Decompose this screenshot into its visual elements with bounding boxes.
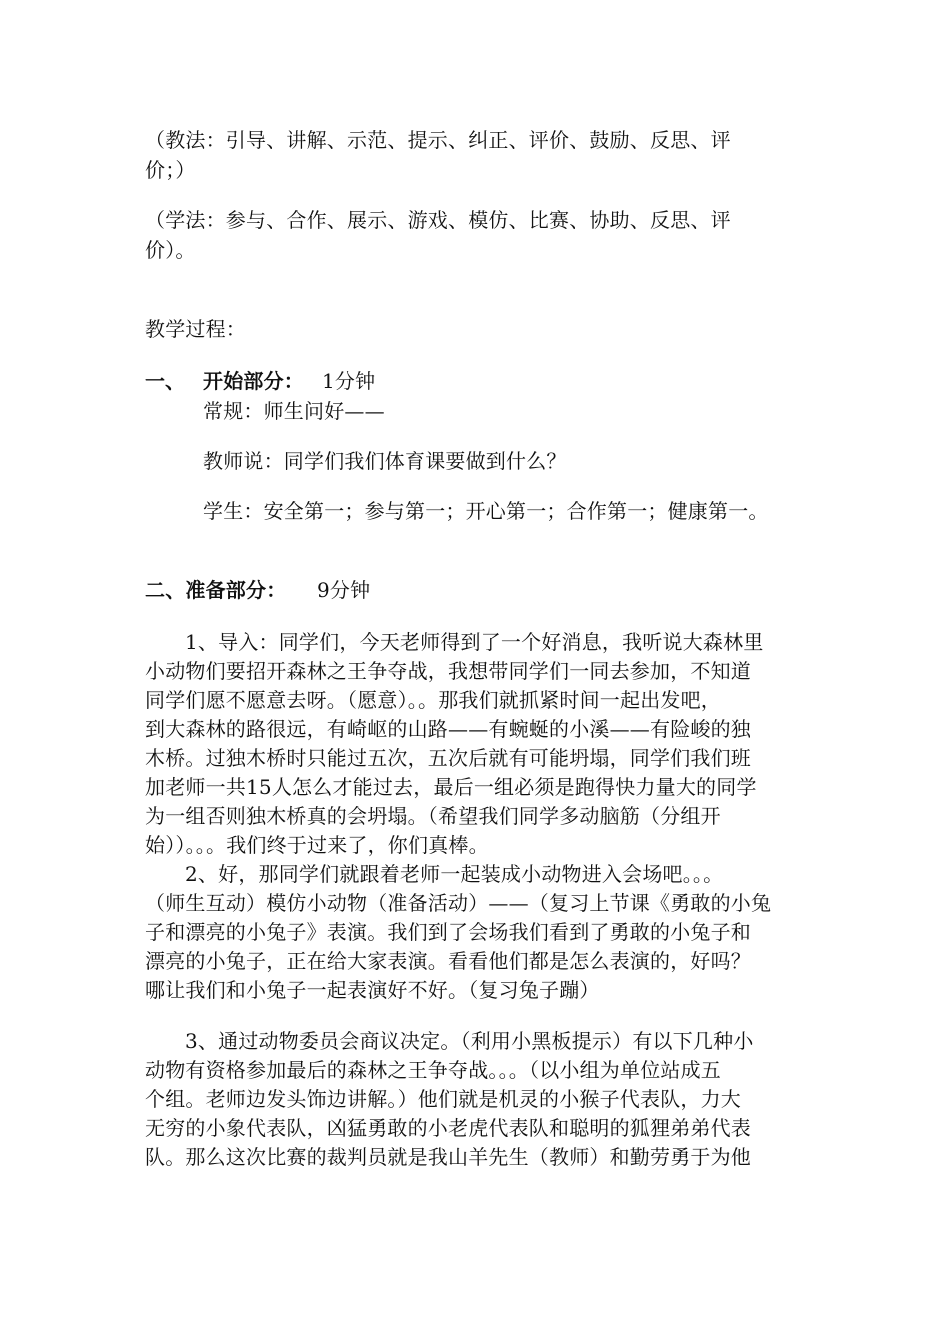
- para3-line: 动物有资格参加最后的森林之王争夺战。。。（以小组为单位站成五: [145, 1058, 721, 1082]
- para1-line: 始））。。。我们终于过来了，你们真棒。: [145, 833, 489, 857]
- para2-line: 哪让我们和小兔子一起表演好不好。（复习兔子蹦）: [145, 978, 600, 1002]
- para1-line: 同学们愿不愿意去呀。（愿意）。。那我们就抓紧时间一起出发吧，: [145, 688, 721, 712]
- para3-line: 3、通过动物委员会商议决定。（利用小黑板提示）有以下几种小: [185, 1029, 754, 1053]
- para1-line: 为一组否则独木桥真的会坍塌。（希望我们同学多动脑筋（分组开: [145, 804, 721, 828]
- teaching-methods-line-1: （教法：引导、讲解、示范、提示、纠正、评价、鼓励、反思、评: [145, 128, 731, 152]
- section1-marker: 一、: [145, 369, 185, 393]
- para1-line: 木桥。过独木桥时只能过五次，五次后就有可能坍塌，同学们我们班: [145, 746, 751, 770]
- para1-line: 1、导入：同学们，今天老师得到了一个好消息，我听说大森林里: [185, 630, 764, 654]
- para2-line: 子和漂亮的小兔子》表演。我们到了会场我们看到了勇敢的小兔子和: [145, 920, 751, 944]
- section1-duration: 1分钟: [322, 369, 376, 393]
- section1-students-line: 学生：安全第一；参与第一；开心第一；合作第一；健康第一。: [203, 499, 769, 523]
- para2-line: （师生互动）模仿小动物（准备活动）——（复习上节课《勇敢的小兔: [145, 891, 772, 915]
- process-heading: 教学过程：: [145, 317, 246, 341]
- para3-line: 个组。老师边发头饰边讲解。）他们就是机灵的小猴子代表队，力大: [145, 1087, 741, 1111]
- section1-title: 开始部分：: [203, 369, 304, 393]
- section2-title: 二、准备部分：: [145, 578, 287, 602]
- learning-methods-line-2: 价）。: [145, 238, 196, 262]
- para3-line: 队。那么这次比赛的裁判员就是我山羊先生（教师）和勤劳勇于为他: [145, 1145, 751, 1169]
- learning-methods-line-1: （学法：参与、合作、展示、游戏、模仿、比赛、协助、反思、评: [145, 208, 731, 232]
- teaching-methods-line-2: 价；）: [145, 158, 196, 182]
- para1-line: 加老师一共15人怎么才能过去，最后一组必须是跑得快力量大的同学: [145, 775, 757, 799]
- section2-duration: 9分钟: [317, 578, 371, 602]
- para1-line: 到大森林的路很远，有崎岖的山路——有蜿蜒的小溪——有险峻的独: [145, 717, 751, 741]
- para1-line: 小动物们要招开森林之王争夺战，我想带同学们一同去参加，不知道: [145, 659, 751, 683]
- section1-teacher-line: 教师说：同学们我们体育课要做到什么？: [203, 449, 567, 473]
- para2-line: 漂亮的小兔子，正在给大家表演。看看他们都是怎么表演的，好吗？: [145, 949, 751, 973]
- section1-routine: 常规：师生问好——: [203, 399, 385, 423]
- para3-line: 无穷的小象代表队，凶猛勇敢的小老虎代表队和聪明的狐狸弟弟代表: [145, 1116, 751, 1140]
- para2-line: 2、好，那同学们就跟着老师一起装成小动物进入会场吧。。。: [185, 862, 724, 886]
